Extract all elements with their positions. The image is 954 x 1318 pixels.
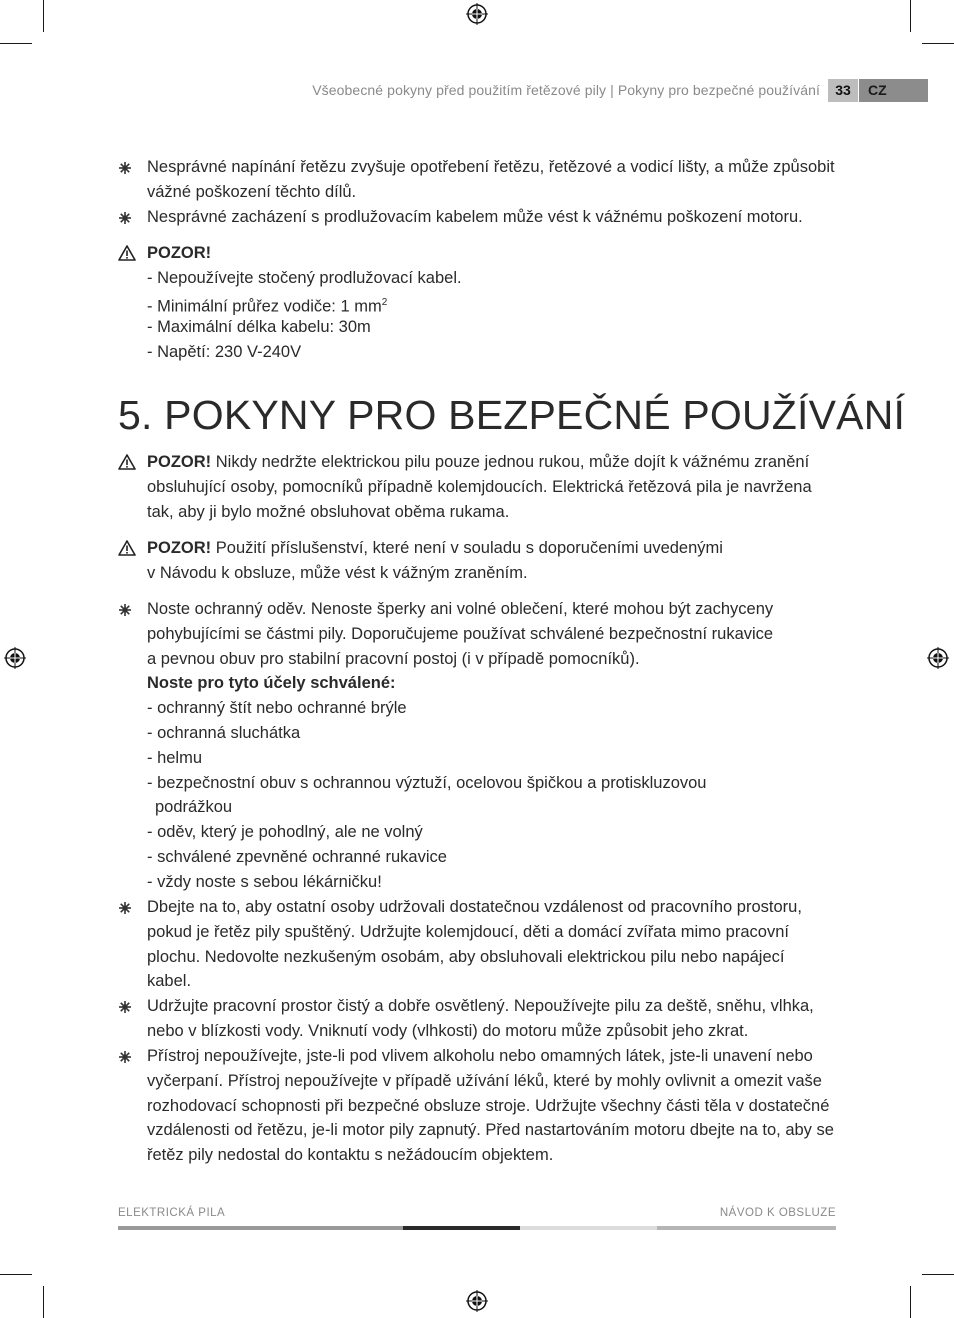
bullet-clothing	[0, 597, 954, 895]
warning-label: POZOR!	[147, 539, 212, 557]
list-item-line	[0, 1019, 954, 1044]
warning-title-row	[0, 241, 954, 266]
list-item	[0, 597, 954, 622]
list-item-text: Dbejte na to, aby ostatní osoby udržovali dostatečnou vzdálenost od pracovního prostoru,	[147, 898, 802, 916]
list-item-text: - bezpečnostní obuv s ochrannou výztuží, ocelovou špičkou a protiskluzovou	[147, 773, 707, 792]
list-item-text: Nesprávné zacházení s prodlužovacím kabelem může vést k vážnému poškození motoru.	[147, 207, 803, 226]
warning-label: POZOR!	[147, 453, 212, 471]
running-header: Všeobecné pokyny před použitím řetězové pily | Pokyny pro bezpečné používání	[312, 82, 820, 98]
list-item-text: - Napětí: 230 V-240V	[147, 343, 302, 362]
list-item	[0, 746, 954, 771]
bullet-icon	[119, 902, 131, 914]
bullet-distance	[0, 895, 954, 994]
list-item-text: - oděv, který je pohodlný, ale ne volný	[147, 823, 423, 842]
list-item-text: Přístroj nepoužívejte, jste-li pod vlivem alkoholu nebo omamných látek, jste-li unavení nebo	[147, 1047, 813, 1065]
list-item-text: Nesprávné napínání řetězu zvyšuje opotřebení řetězu, řetězové a vodicí lišty, a může způsobit	[147, 158, 835, 176]
list-item	[0, 696, 954, 721]
list-item-line	[0, 945, 954, 970]
footer-bar-segment	[403, 1226, 520, 1230]
warning-line	[0, 561, 954, 586]
list-item	[0, 340, 954, 365]
warning-text	[147, 536, 723, 561]
list-item	[0, 205, 954, 230]
list-item	[0, 820, 954, 845]
bullet-icon	[119, 212, 131, 224]
warning-triangle-icon	[118, 454, 136, 470]
crop-mark	[910, 1286, 911, 1318]
footer-bar-segment	[118, 1226, 403, 1230]
list-item-text-main: - Minimální průřez vodiče: 1 mm	[147, 297, 382, 316]
footer-bar-segment	[520, 1226, 657, 1230]
warning-text-line: v Návodu k obsluze, může vést k vážným zraněním.	[147, 563, 528, 582]
page-number: 33	[828, 79, 858, 102]
list-item	[0, 845, 954, 870]
registration-mark-icon	[466, 1290, 488, 1312]
warning-line	[0, 500, 954, 525]
bullet-icon	[119, 162, 131, 174]
list-item-text: Noste ochranný oděv. Nenoste šperky ani volné oblečení, které mohou být zachyceny	[147, 600, 774, 618]
list-item-line	[0, 1094, 954, 1119]
list-item-text: kabel.	[147, 972, 192, 991]
list-item-text: pohybujícími se částmi pily. Doporučujeme používat schválené bezpečnostní rukavice	[147, 624, 774, 643]
warning-text	[147, 450, 809, 475]
list-item	[0, 291, 954, 316]
list-item	[0, 721, 954, 746]
warning-text-line: obsluhující osoby, pomocníků případně kolemjdoucích. Elektrická řetězová pila je navržena	[147, 477, 812, 496]
list-item-line	[0, 1118, 954, 1143]
list-item	[0, 895, 954, 920]
list-item	[0, 266, 954, 291]
list-item-text: - Nepoužívejte stočený prodlužovací kabel.	[147, 268, 462, 287]
list-item-text: vzdálenosti od řetězu, je-li motor pily zapnutý. Před nastartováním motoru dbejte na to, aby se	[147, 1121, 834, 1140]
crop-mark	[922, 1274, 954, 1275]
footer-bar-segment	[657, 1226, 836, 1230]
language-tab: CZ	[859, 79, 928, 102]
list-item-text: - vždy noste s sebou lékárničku!	[147, 872, 382, 891]
list-item	[0, 870, 954, 895]
list-item	[0, 1044, 954, 1069]
warning-text-line: tak, aby ji bylo možné obsluhovat oběma rukama.	[147, 502, 510, 521]
warning-line	[0, 450, 954, 475]
list-item-text: - ochranný štít nebo ochranné brýle	[147, 699, 407, 718]
warning-text-line: Použití příslušenství, které není v souladu s doporučeními uvedenými	[211, 539, 723, 557]
list-item-line	[0, 647, 954, 672]
list-item	[0, 155, 954, 205]
list-item	[0, 315, 954, 340]
list-item-text: - Maximální délka kabelu: 30m	[147, 318, 371, 337]
list-item-text: - schválené zpevněné ochranné rukavice	[147, 847, 447, 866]
warning-block	[0, 241, 954, 365]
warning-line	[0, 475, 954, 500]
list-subheading: Noste pro tyto účely schválené:	[147, 674, 396, 693]
warning-text-line: Nikdy nedržte elektrickou pilu pouze jednou rukou, může dojít k vážnému zranění	[211, 453, 810, 471]
list-subheading-row	[0, 671, 954, 696]
list-item-line	[0, 622, 954, 647]
list-item-line	[0, 1069, 954, 1094]
warning-block	[0, 536, 954, 586]
list-item-text: nebo v blízkosti vody. Vniknutí vody (vlhkosti) do motoru může způsobit jeho zkrat.	[147, 1021, 749, 1040]
list-item-text: - ochranná sluchátka	[147, 723, 301, 742]
crop-mark	[43, 0, 44, 32]
bullet-workspace	[0, 994, 954, 1044]
list-item-text: a pevnou obuv pro stabilní pracovní postoj (i v případě pomocníků).	[147, 649, 640, 668]
crop-mark	[0, 1274, 32, 1275]
warning-label: POZOR!	[147, 244, 212, 262]
footer-manual: NÁVOD K OBSLUZE	[719, 1207, 836, 1219]
crop-mark	[910, 0, 911, 32]
list-item-text: podrážkou	[155, 798, 233, 817]
list-item	[0, 795, 954, 820]
list-item-text: rozhodovací schopnosti při bezpečné obsluze stroje. Udržujte všechny části těla v dostatečné	[147, 1096, 830, 1115]
list-item-text: vyčerpaní. Přístroj nepoužívejte v případě užívání léků, které by mohly ovlivnit a omezit vaše	[147, 1071, 822, 1090]
intro-bullet-list	[0, 155, 954, 229]
crop-mark	[0, 43, 32, 44]
warning-triangle-icon	[118, 540, 136, 556]
list-item-line	[0, 969, 954, 994]
list-item-text: pokud je řetěz pily spuštěný. Udržujte kolemjdoucí, děti a domácí zvířata mimo pracovní	[147, 922, 789, 941]
warning-line	[0, 536, 954, 561]
crop-mark	[922, 43, 954, 44]
superscript: 2	[381, 296, 388, 308]
list-item-line	[0, 1143, 954, 1168]
bullet-icon	[119, 1001, 131, 1013]
list-item	[0, 771, 954, 796]
crop-mark	[43, 1286, 44, 1318]
list-item-text: - helmu	[147, 748, 203, 767]
list-item-text: řetěz pily nedostal do kontaktu s nežádoucím objektem.	[147, 1146, 554, 1165]
bullet-icon	[119, 604, 131, 616]
bullet-alcohol	[0, 1044, 954, 1168]
section-heading: 5. POKYNY PRO BEZPEČNÉ POUŽÍVÁNÍ	[118, 392, 906, 438]
bullet-icon	[119, 1051, 131, 1063]
footer-product: ELEKTRICKÁ PILA	[118, 1207, 226, 1219]
list-item-text: vážné poškození těchto dílů.	[147, 182, 357, 201]
list-item-text: Udržujte pracovní prostor čistý a dobře osvětlený. Nepoužívejte pilu za deště, sněhu, vlhka,	[147, 997, 814, 1015]
list-item	[0, 994, 954, 1019]
warning-block	[0, 450, 954, 524]
list-item-text: plochu. Nedovolte nezkušeným osobám, aby obsluhovali elektrickou pilu nebo napájecí	[147, 947, 785, 966]
registration-mark-icon	[466, 3, 488, 25]
list-item-line	[0, 920, 954, 945]
warning-triangle-icon	[118, 245, 136, 261]
